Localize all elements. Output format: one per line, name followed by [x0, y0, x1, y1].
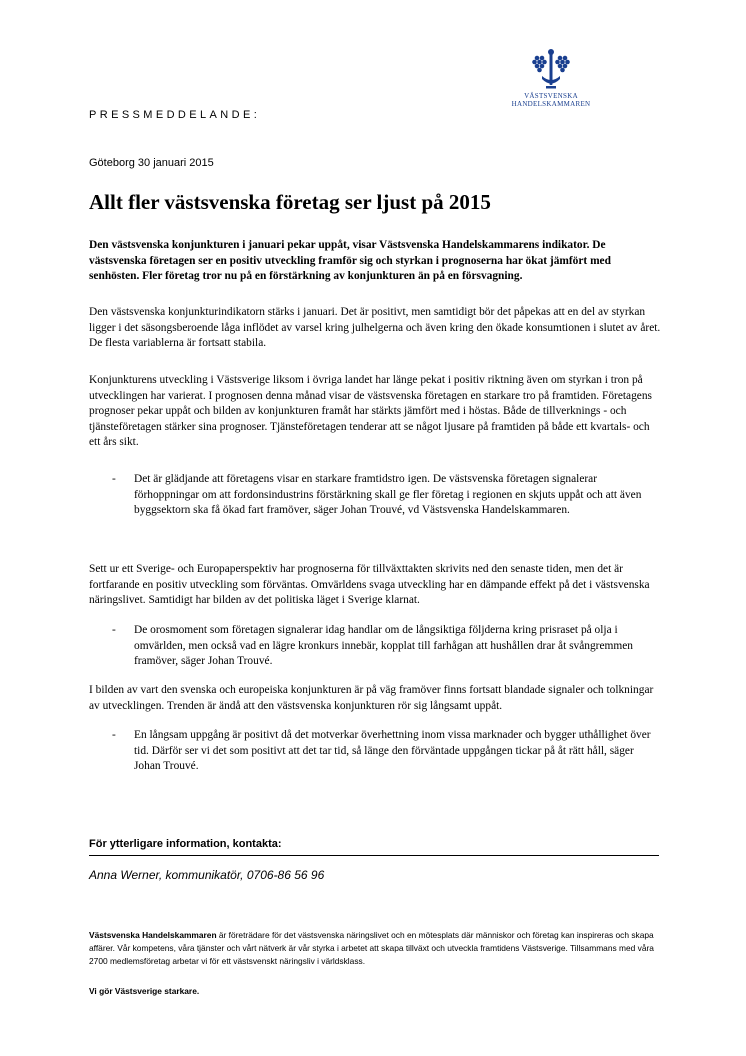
quote-block-1 — [112, 472, 658, 519]
body-paragraph-3: Sett ur ett Sverige- och Europaperspektiv har prognoserna för tillväxttakten skrivits ned den senaste tiden, men det är fortfarande en positiv utveckling som förväntas. Omvärldens svaga utveckling har en dämpande effekt på det i västsvenska näringslivet. Samtidigt har bilden av det politiska läget i Sverige klarnat. — [89, 563, 650, 607]
dateline: Göteborg 30 januari 2015 — [89, 157, 214, 169]
quote-block-2 — [112, 623, 658, 670]
body-paragraph-4: I bilden av vart den svenska och europeiska konjunkturen är på väg framöver finns fortsatt blandade signaler och tolkningar av utvecklingen. Trenden är ändå att den västsvenska konjunkturen rör sig långsamt uppåt. — [89, 684, 654, 712]
logo-wordmark-line1: VÄSTSVENSKA — [524, 92, 578, 100]
article-title: Allt fler västsvenska företag ser ljust på 2015 — [89, 190, 491, 214]
quote-block-3 — [112, 728, 658, 775]
body-paragraph-1: Den västsvenska konjunkturindikatorn stärks i januari. Det är positivt, men samtidigt bör det påpekas att en del av styrkan ligger i det säsongsberoende låga inflödet av varsel kring julhelgerna och även kring den ökade konsumtionen i slutet av året. De flesta variablerna är fortsatt stabila. — [89, 306, 661, 350]
quote-text: En långsam uppgång är positivt då det motverkar överhettning inom vissa marknader och bygger uthållighet över tid. Därför ser vi det som positivt att det tar tid, så länge den förväntade uppgången tickar på åt rätt håll, säger Johan Trouvé. — [134, 729, 651, 773]
contact-heading: För ytterligare information, kontakta: — [89, 838, 282, 850]
quote-text: Det är glädjande att företagens visar en starkare framtidstro igen. De västsvenska företagen signalerar förhoppningar om att fordonsindustrins förstärkning skall ge fler företag i regionen en skjuts uppåt och att även byggsektorn ska få ökad fart framöver, säger Johan Trouvé, vd Västsvenska Handelskammaren. — [134, 473, 642, 517]
contact-divider — [89, 855, 659, 856]
chamber-logo — [506, 48, 596, 108]
document-kicker: PRESSMEDDELANDE: — [89, 109, 261, 121]
organization-name: Västsvenska Handelskammaren — [89, 930, 217, 940]
about-organization — [89, 929, 661, 968]
quote-dash: - — [112, 729, 116, 741]
slogan: Vi gör Västsverige starkare. — [89, 986, 200, 996]
grape-vine-emblem-icon — [529, 48, 573, 92]
contact-person: Anna Werner, kommunikatör, 0706-86 56 96 — [89, 868, 325, 882]
body-paragraph-2: Konjunkturens utveckling i Västsverige liksom i övriga landet har länge pekat i positiv riktning även om styrkan i tron på utvecklingen har varierat. I prognosen denna månad visar de västsvenska företagen en starkare tro på framtiden. Företagens prognoser pekar uppåt och bilden av konjunkturen framåt har stärkts jämfört med i höstas. Både de tillverknings - och tjänsteföretagen stärker sina prognoser. Tjänsteföretagen tenderar att se något ljusare på framtiden på både ett kvartals- och ett års sikt. — [89, 374, 652, 449]
quote-dash: - — [112, 473, 116, 485]
logo-wordmark-line2: HANDELSKAMMAREN — [511, 100, 591, 108]
quote-dash: - — [112, 624, 116, 636]
lead-paragraph: Den västsvenska konjunkturen i januari pekar uppåt, visar Västsvenska Handelskammarens indikator. De västsvenska företagen ser en positiv utveckling framför sig och styrkan i prognoserna har ökat jämfört med senhösten. Fler företag tror nu på en förstärkning av konjunkturen än på en försvagning. — [89, 239, 611, 283]
organization-description: är företrädare för det västsvenska näringslivet och en mötesplats där människor och företag kan inspireras och skapa affärer. Vår kompetens, våra tjänster och vårt nätverk är vår styrka i arbetet att skapa tillväxt och utveckla framtidens Västsverige. Tillsammans med våra 2700 medlemsföretag arbetar vi för ett västsvenskt näringsliv i världsklass. — [89, 930, 654, 966]
quote-text: De orosmoment som företagen signalerar idag handlar om de långsiktiga följderna kring prisraset på olja i omvärlden, men också vad en lägre kronkurs innebär, kopplat till farhågan att hushållen drar åt svångremmen framöver, säger Johan Trouvé. — [134, 624, 633, 668]
